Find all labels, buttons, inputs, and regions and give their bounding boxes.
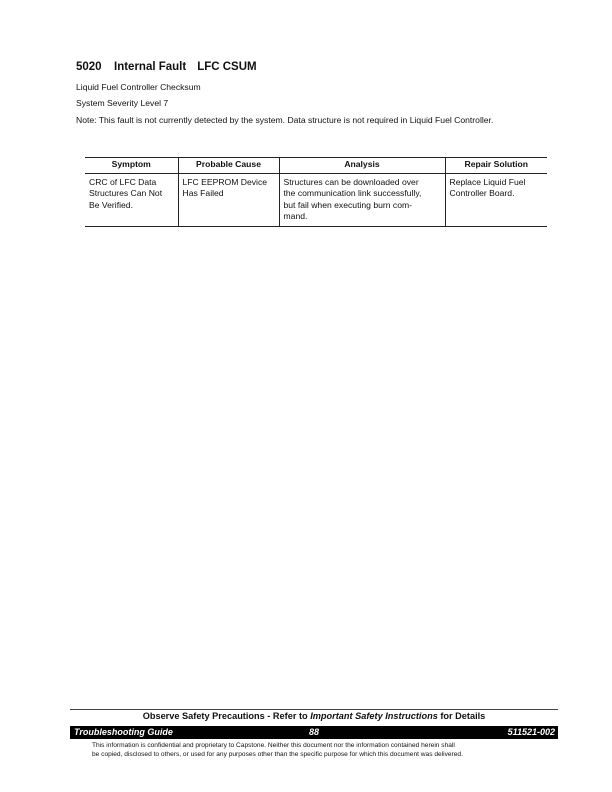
cell-line: CRC of LFC Data <box>89 176 157 187</box>
probable-cause-cell <box>178 173 279 226</box>
cell-line: Be Verified. <box>89 199 133 210</box>
cell-line: mand. <box>283 211 308 221</box>
cell-line: but fail when executing burn com- <box>283 199 412 210</box>
safety-instructions-title: Important Safety Instructions <box>310 711 438 721</box>
cell-line: Structures Can Not <box>89 188 163 198</box>
analysis-cell <box>279 173 445 226</box>
cell-line: LFC EEPROM Device <box>182 176 268 187</box>
safety-prefix: Observe Safety Precautions - Refer to <box>142 711 311 721</box>
fault-description: Liquid Fuel Controller Checksum <box>76 82 201 92</box>
footer-bar <box>70 726 558 739</box>
cell-line: Has Failed <box>182 188 224 198</box>
fault-code: 5020 <box>76 61 102 73</box>
fault-short-name: LFC CSUM <box>197 61 257 73</box>
cell-line: Structures can be downloaded over <box>283 176 419 187</box>
fault-heading <box>76 61 257 73</box>
table-header-row <box>85 158 547 174</box>
page-number: 88 <box>308 727 319 737</box>
cell-line: Replace Liquid Fuel <box>449 176 526 187</box>
disclaimer-line: be copied, disclosed to others, or used for any purposes other than the specific purpose for which this document was delivered. <box>92 750 463 758</box>
repair-solution-cell <box>445 173 547 226</box>
column-header-repair-solution: Repair Solution <box>445 158 547 174</box>
column-header-analysis: Analysis <box>279 158 445 174</box>
safety-notice <box>70 711 558 721</box>
document-number: 511521-002 <box>507 727 555 737</box>
troubleshooting-table <box>85 157 547 227</box>
guide-title: Troubleshooting Guide <box>74 727 173 737</box>
column-header-symptom: Symptom <box>85 158 178 174</box>
fault-note: Note: This fault is not currently detected by the system. Data structure is not required in Liquid Fuel Controller. <box>76 115 494 125</box>
table-row <box>85 173 547 226</box>
fault-name: Internal Fault <box>114 61 187 73</box>
disclaimer-line: This information is confidential and proprietary to Capstone. Neither this document nor the information contained herein shall <box>92 742 455 749</box>
symptom-cell <box>85 173 178 226</box>
severity-level: System Severity Level 7 <box>76 98 169 108</box>
cell-line: Controller Board. <box>449 188 515 198</box>
confidentiality-disclaimer <box>92 742 463 759</box>
footer-divider <box>70 709 558 710</box>
column-header-probable-cause: Probable Cause <box>178 158 279 174</box>
safety-suffix: for Details <box>437 711 486 721</box>
cell-line: the communication link successfully, <box>283 188 422 198</box>
